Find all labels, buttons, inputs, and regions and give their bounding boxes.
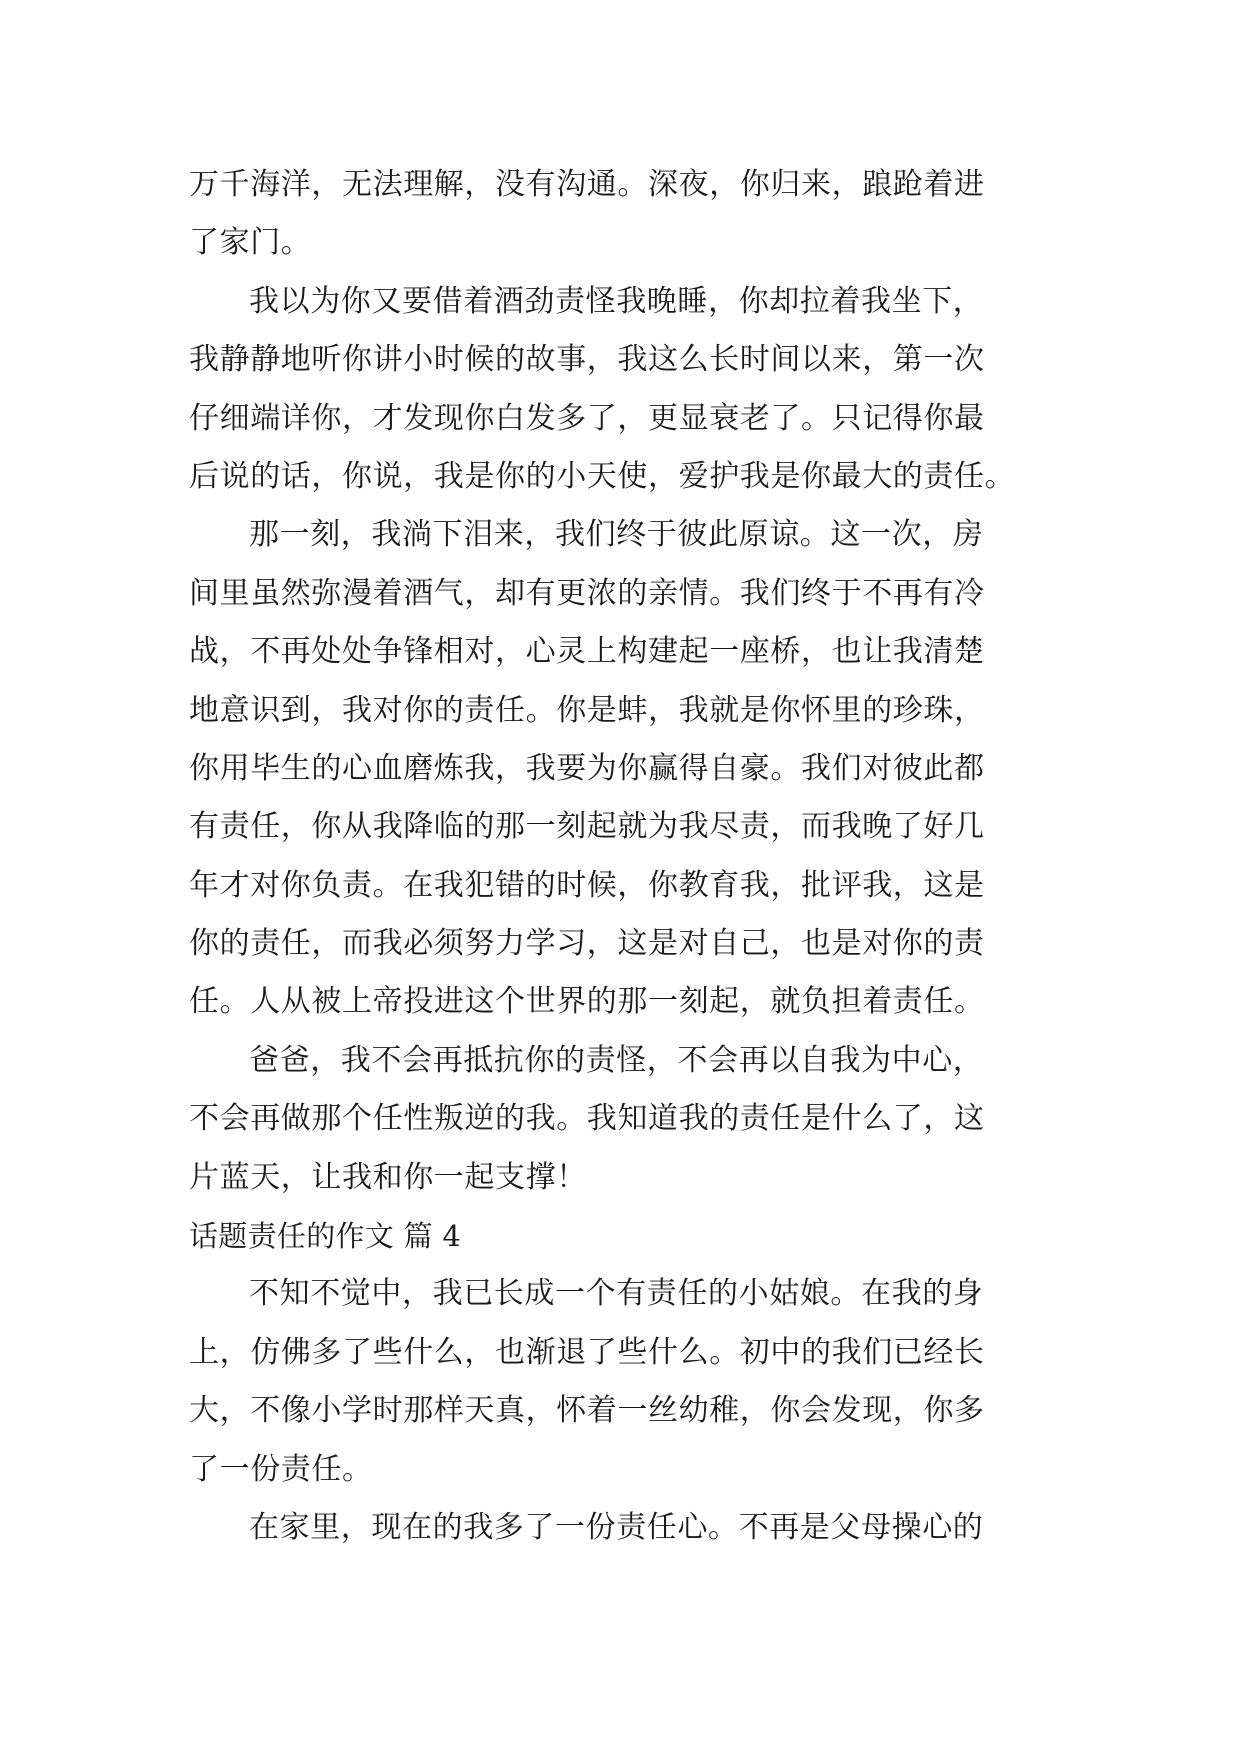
paragraph-start-line: 那一刻，我淌下泪来，我们终于彼此原谅。这一次，房 [249, 517, 984, 553]
text-line: 上，仿佛多了些什么，也渐退了些什么。初中的我们已经长 [189, 1334, 985, 1370]
text-line: 不会再做那个任性叛逆的我。我知道我的责任是什么了，这 [189, 1101, 985, 1137]
text-line: 万千海洋，无法理解，没有沟通。深夜，你归来，踉跄着进 [189, 167, 985, 202]
text-line: 大，不像小学时那样天真，怀着一丝幼稚，你会发现，你多 [189, 1393, 985, 1429]
paragraph-start-line: 在家里，现在的我多了一份责任心。不再是父母操心的 [249, 1509, 984, 1545]
text-line: 任。人从被上帝投进这个世界的那一刻起，就负担着责任。 [189, 984, 985, 1020]
paragraph-start-line: 我以为你又要借着酒劲责怪我晚睡，你却拉着我坐下， [249, 283, 984, 319]
text-line: 仔细端详你，才发现你白发多了，更显衰老了。只记得你最 [189, 400, 985, 436]
text-line: 你用毕生的心血磨炼我，我要为你赢得自豪。我们对彼此都 [189, 750, 985, 786]
text-line: 你的责任，而我必须努力学习，这是对自己，也是对你的责 [189, 926, 985, 962]
text-line: 间里虽然弥漫着酒气，却有更浓的亲情。我们终于不再有冷 [189, 575, 985, 611]
text-line: 有责任，你从我降临的那一刻起就为我尽责，而我晚了好几 [189, 809, 985, 845]
paragraph-start-line: 不知不觉中，我已长成一个有责任的小姑娘。在我的身 [249, 1276, 984, 1312]
text-line: 战，不再处处争锋相对，心灵上构建起一座桥，也让我清楚 [189, 634, 985, 670]
text-line: 片蓝天，让我和你一起支撑！ [189, 1159, 587, 1195]
paragraph-start-line: 爸爸，我不会再抵抗你的责怪，不会再以自我为中心， [249, 1042, 984, 1078]
section-heading: 话题责任的作文 篇 4 [189, 1219, 462, 1254]
text-line: 后说的话，你说，我是你的小天使，爱护我是你最大的责任。 [189, 458, 1016, 494]
text-line: 地意识到，我对你的责任。你是蚌，我就是你怀里的珍珠， [189, 692, 985, 728]
essay-body [189, 156, 1069, 1557]
text-line: 了一份责任。 [189, 1451, 373, 1487]
text-line: 了家门。 [189, 225, 312, 261]
text-line: 年才对你负责。在我犯错的时候，你教育我，批评我，这是 [189, 867, 985, 903]
text-line: 我静静地听你讲小时候的故事，我这么长时间以来，第一次 [189, 342, 985, 378]
